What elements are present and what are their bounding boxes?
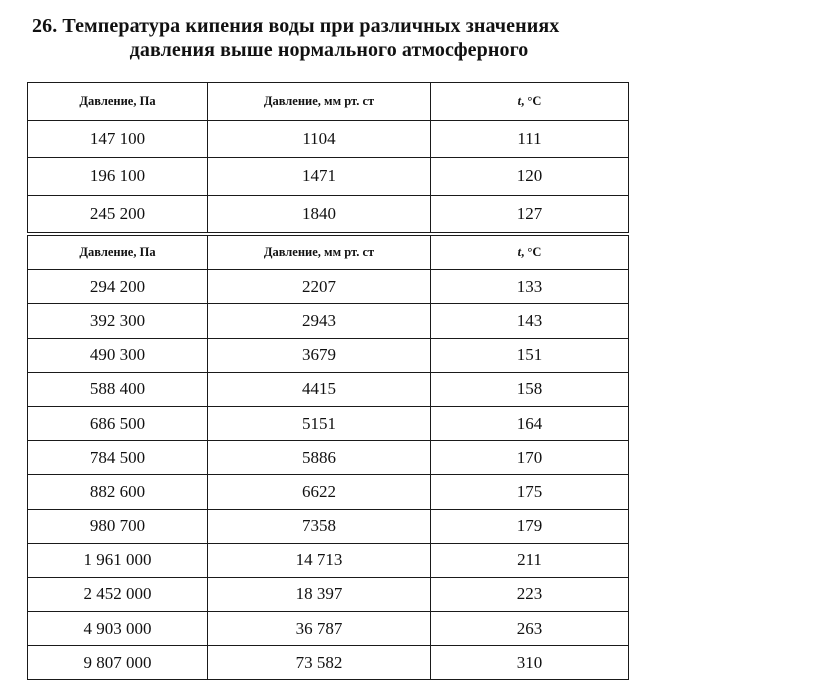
- cell-pressure-pa: 686 500: [28, 406, 208, 440]
- cell-pressure-mmhg: 4415: [208, 372, 431, 406]
- header-row: [28, 83, 629, 121]
- cell-temperature: 133: [431, 270, 629, 304]
- cell-temperature: 170: [431, 441, 629, 475]
- cell-pressure-pa: 147 100: [28, 120, 208, 158]
- cell-pressure-pa: 392 300: [28, 304, 208, 338]
- cell-pressure-pa: 588 400: [28, 372, 208, 406]
- cell-pressure-mmhg: 14 713: [208, 543, 431, 577]
- table-row: [28, 543, 629, 577]
- cell-temperature: 263: [431, 612, 629, 646]
- cell-pressure-mmhg: 6622: [208, 475, 431, 509]
- cell-temperature: 164: [431, 406, 629, 440]
- cell-pressure-mmhg: 2943: [208, 304, 431, 338]
- table-row: [28, 475, 629, 509]
- cell-pressure-mmhg: 5151: [208, 406, 431, 440]
- cell-pressure-mmhg: 7358: [208, 509, 431, 543]
- cell-temperature: 175: [431, 475, 629, 509]
- table-row: [28, 577, 629, 611]
- cell-temperature: 120: [431, 158, 629, 196]
- cell-pressure-mmhg: 2207: [208, 270, 431, 304]
- table-row: [28, 195, 629, 233]
- table-row: [28, 406, 629, 440]
- table-row: [28, 612, 629, 646]
- table-row: [28, 338, 629, 372]
- table-title: [24, 14, 634, 62]
- cell-pressure-mmhg: 18 397: [208, 577, 431, 611]
- cell-pressure-pa: 2 452 000: [28, 577, 208, 611]
- table-row: [28, 120, 629, 158]
- cell-temperature: 223: [431, 577, 629, 611]
- cell-pressure-pa: 490 300: [28, 338, 208, 372]
- header-pressure-mmhg: Давление, мм рт. ст: [208, 236, 431, 270]
- cell-temperature: 179: [431, 509, 629, 543]
- cell-temperature: 127: [431, 195, 629, 233]
- table-row: [28, 441, 629, 475]
- cell-pressure-pa: 882 600: [28, 475, 208, 509]
- cell-pressure-pa: 784 500: [28, 441, 208, 475]
- cell-temperature: 211: [431, 543, 629, 577]
- cell-temperature: 151: [431, 338, 629, 372]
- table-row: [28, 509, 629, 543]
- cell-pressure-mmhg: 3679: [208, 338, 431, 372]
- cell-pressure-mmhg: 73 582: [208, 646, 431, 680]
- cell-pressure-pa: 245 200: [28, 195, 208, 233]
- table-row: [28, 372, 629, 406]
- cell-pressure-pa: 980 700: [28, 509, 208, 543]
- cell-pressure-mmhg: 1840: [208, 195, 431, 233]
- pressure-table-2: [27, 235, 629, 680]
- header-pressure-pa: Давление, Па: [28, 83, 208, 121]
- cell-pressure-pa: 196 100: [28, 158, 208, 196]
- header-pressure-pa: Давление, Па: [28, 236, 208, 270]
- cell-pressure-pa: 4 903 000: [28, 612, 208, 646]
- cell-temperature: 111: [431, 120, 629, 158]
- title-line-1: 26. Температура кипения воды при различных значениях: [32, 15, 560, 37]
- header-pressure-mmhg: Давление, мм рт. ст: [208, 83, 431, 121]
- cell-pressure-mmhg: 1104: [208, 120, 431, 158]
- title-line-2: давления выше нормального атмосферного: [129, 39, 529, 61]
- cell-pressure-pa: 9 807 000: [28, 646, 208, 680]
- cell-pressure-pa: 1 961 000: [28, 543, 208, 577]
- header-temperature: t, °C: [431, 83, 629, 121]
- cell-temperature: 310: [431, 646, 629, 680]
- cell-pressure-mmhg: 36 787: [208, 612, 431, 646]
- cell-temperature: 158: [431, 372, 629, 406]
- cell-pressure-mmhg: 5886: [208, 441, 431, 475]
- table-row: [28, 270, 629, 304]
- table-row: [28, 304, 629, 338]
- pressure-table-1: [27, 82, 629, 233]
- cell-pressure-pa: 294 200: [28, 270, 208, 304]
- cell-pressure-mmhg: 1471: [208, 158, 431, 196]
- header-row: [28, 236, 629, 270]
- table-row: [28, 646, 629, 680]
- cell-temperature: 143: [431, 304, 629, 338]
- header-temperature: t, °C: [431, 236, 629, 270]
- table-row: [28, 158, 629, 196]
